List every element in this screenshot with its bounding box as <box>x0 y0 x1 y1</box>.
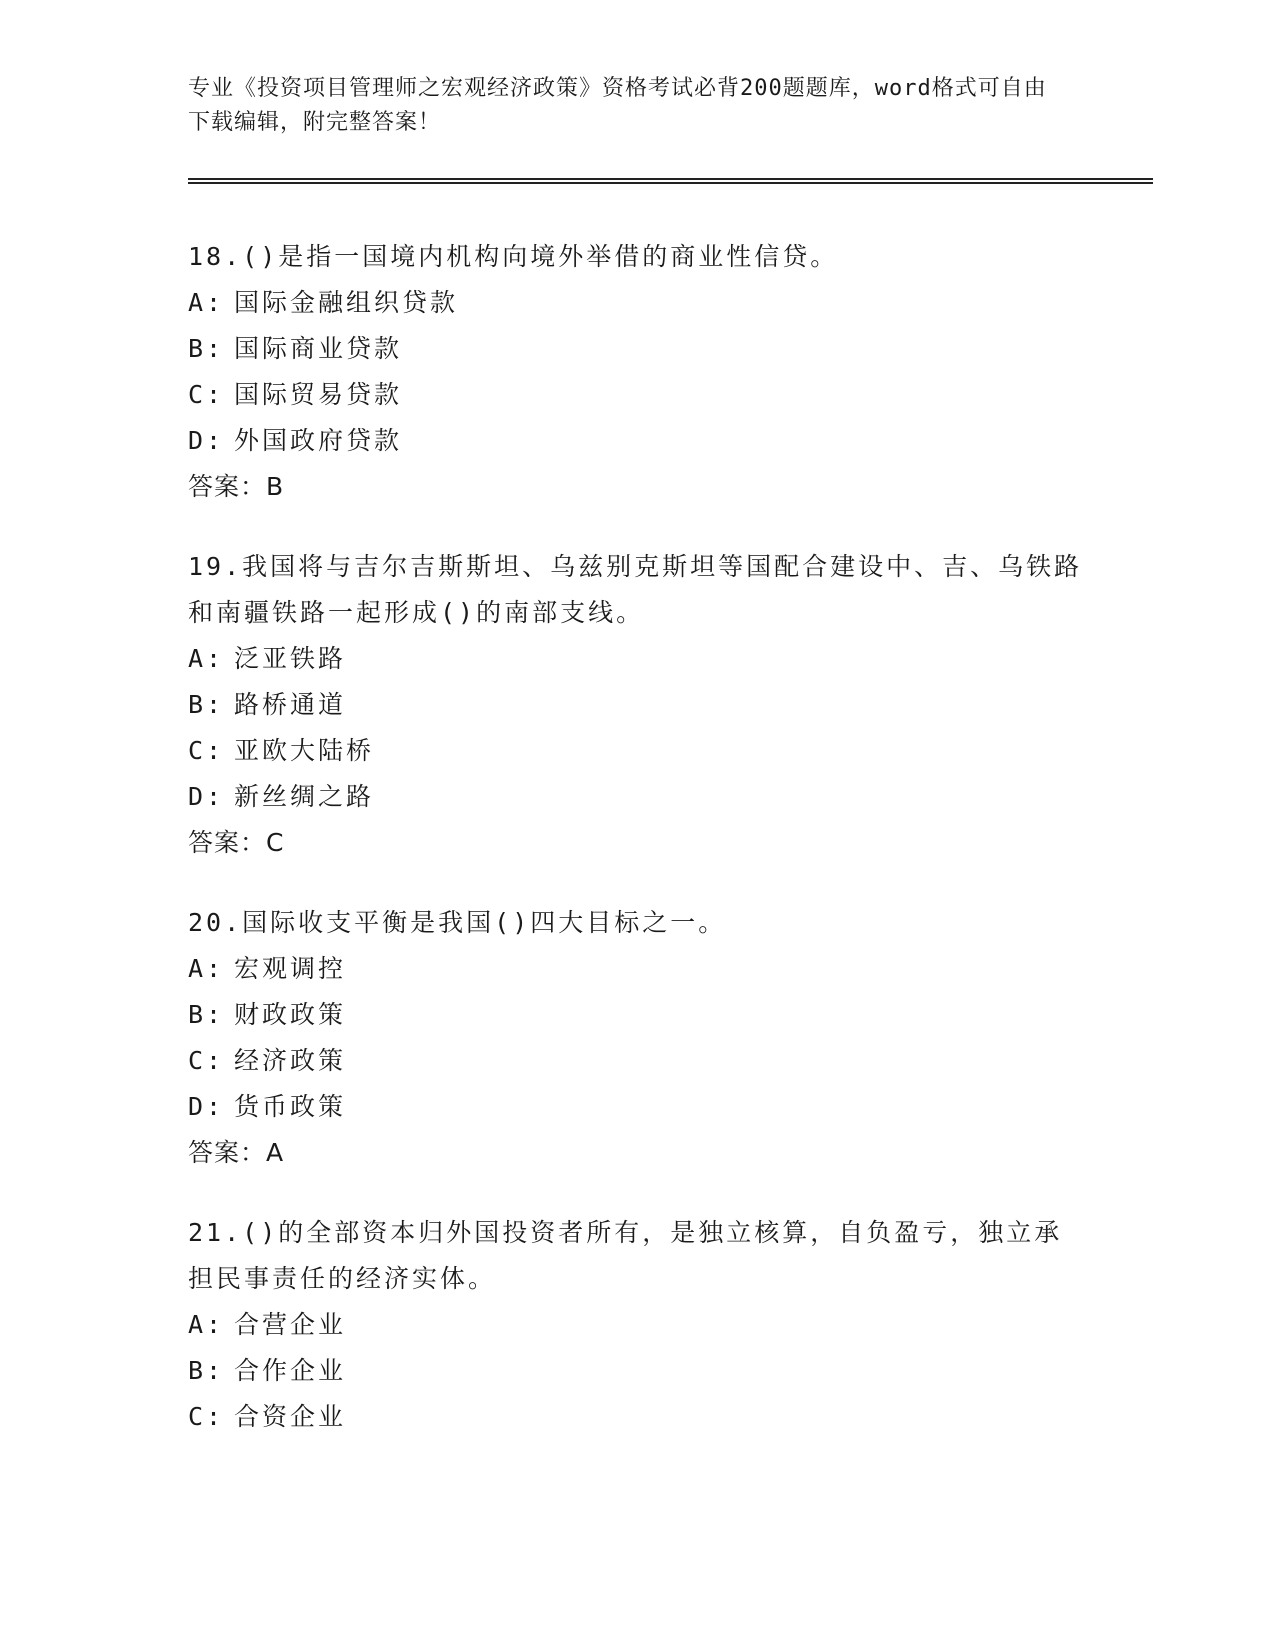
option-d <box>188 774 1088 820</box>
option-a <box>188 946 1088 992</box>
option-a <box>188 280 1088 326</box>
document-intro: 专业《投资项目管理师之宏观经济政策》资格考试必背200题题库，word格式可自由下载编辑，附完整答案！ <box>188 76 1047 135</box>
answer-line: 答案：B <box>188 472 285 501</box>
option-c <box>188 1038 1088 1084</box>
option-letter: C: <box>188 736 225 765</box>
option-text: 合资企业 <box>234 1402 347 1431</box>
option-d <box>188 418 1088 464</box>
option-c <box>188 372 1088 418</box>
option-text: 国际金融组织贷款 <box>234 288 459 317</box>
question-20 <box>188 900 1088 1176</box>
option-letter: D: <box>188 782 225 811</box>
option-text: 货币政策 <box>234 1092 347 1121</box>
option-letter: A: <box>188 288 225 317</box>
question-stem: 18.()是指一国境内机构向境外举借的商业性信贷。 <box>188 242 839 271</box>
option-letter: C: <box>188 1046 225 1075</box>
option-letter: B: <box>188 334 225 363</box>
option-letter: D: <box>188 1092 225 1121</box>
option-text: 宏观调控 <box>234 954 347 983</box>
question-stem: 19.我国将与吉尔吉斯斯坦、乌兹别克斯坦等国配合建设中、吉、乌铁路和南疆铁路一起形成()的南部支线。 <box>188 552 1083 627</box>
option-text: 亚欧大陆桥 <box>234 736 375 765</box>
option-letter: A: <box>188 1310 225 1339</box>
option-text: 经济政策 <box>234 1046 347 1075</box>
option-text: 外国政府贷款 <box>234 426 403 455</box>
option-b <box>188 682 1088 728</box>
option-a <box>188 636 1088 682</box>
option-text: 新丝绸之路 <box>234 782 375 811</box>
answer-line: 答案：C <box>188 828 285 857</box>
double-divider <box>188 178 1153 184</box>
option-letter: D: <box>188 426 225 455</box>
option-letter: B: <box>188 1000 225 1029</box>
option-text: 路桥通道 <box>234 690 347 719</box>
option-d <box>188 1084 1088 1130</box>
option-text: 合作企业 <box>234 1356 347 1385</box>
question-stem: 20.国际收支平衡是我国()四大目标之一。 <box>188 908 727 937</box>
option-letter: A: <box>188 644 225 673</box>
option-c <box>188 728 1088 774</box>
question-18 <box>188 234 1088 510</box>
option-letter: A: <box>188 954 225 983</box>
question-21 <box>188 1210 1088 1440</box>
option-letter: B: <box>188 1356 225 1385</box>
option-text: 合营企业 <box>234 1310 347 1339</box>
option-letter: C: <box>188 380 225 409</box>
option-c <box>188 1394 1088 1440</box>
option-b <box>188 992 1088 1038</box>
option-letter: B: <box>188 690 225 719</box>
option-a <box>188 1302 1088 1348</box>
option-text: 国际商业贷款 <box>234 334 403 363</box>
option-b <box>188 326 1088 372</box>
question-stem: 21.()的全部资本归外国投资者所有，是独立核算，自负盈亏，独立承担民事责任的经济实体。 <box>188 1218 1063 1293</box>
option-letter: C: <box>188 1402 225 1431</box>
option-text: 财政政策 <box>234 1000 347 1029</box>
question-list <box>188 234 1088 1474</box>
option-text: 泛亚铁路 <box>234 644 347 673</box>
option-text: 国际贸易贷款 <box>234 380 403 409</box>
question-19 <box>188 544 1088 866</box>
answer-line: 答案：A <box>188 1138 285 1167</box>
option-b <box>188 1348 1088 1394</box>
